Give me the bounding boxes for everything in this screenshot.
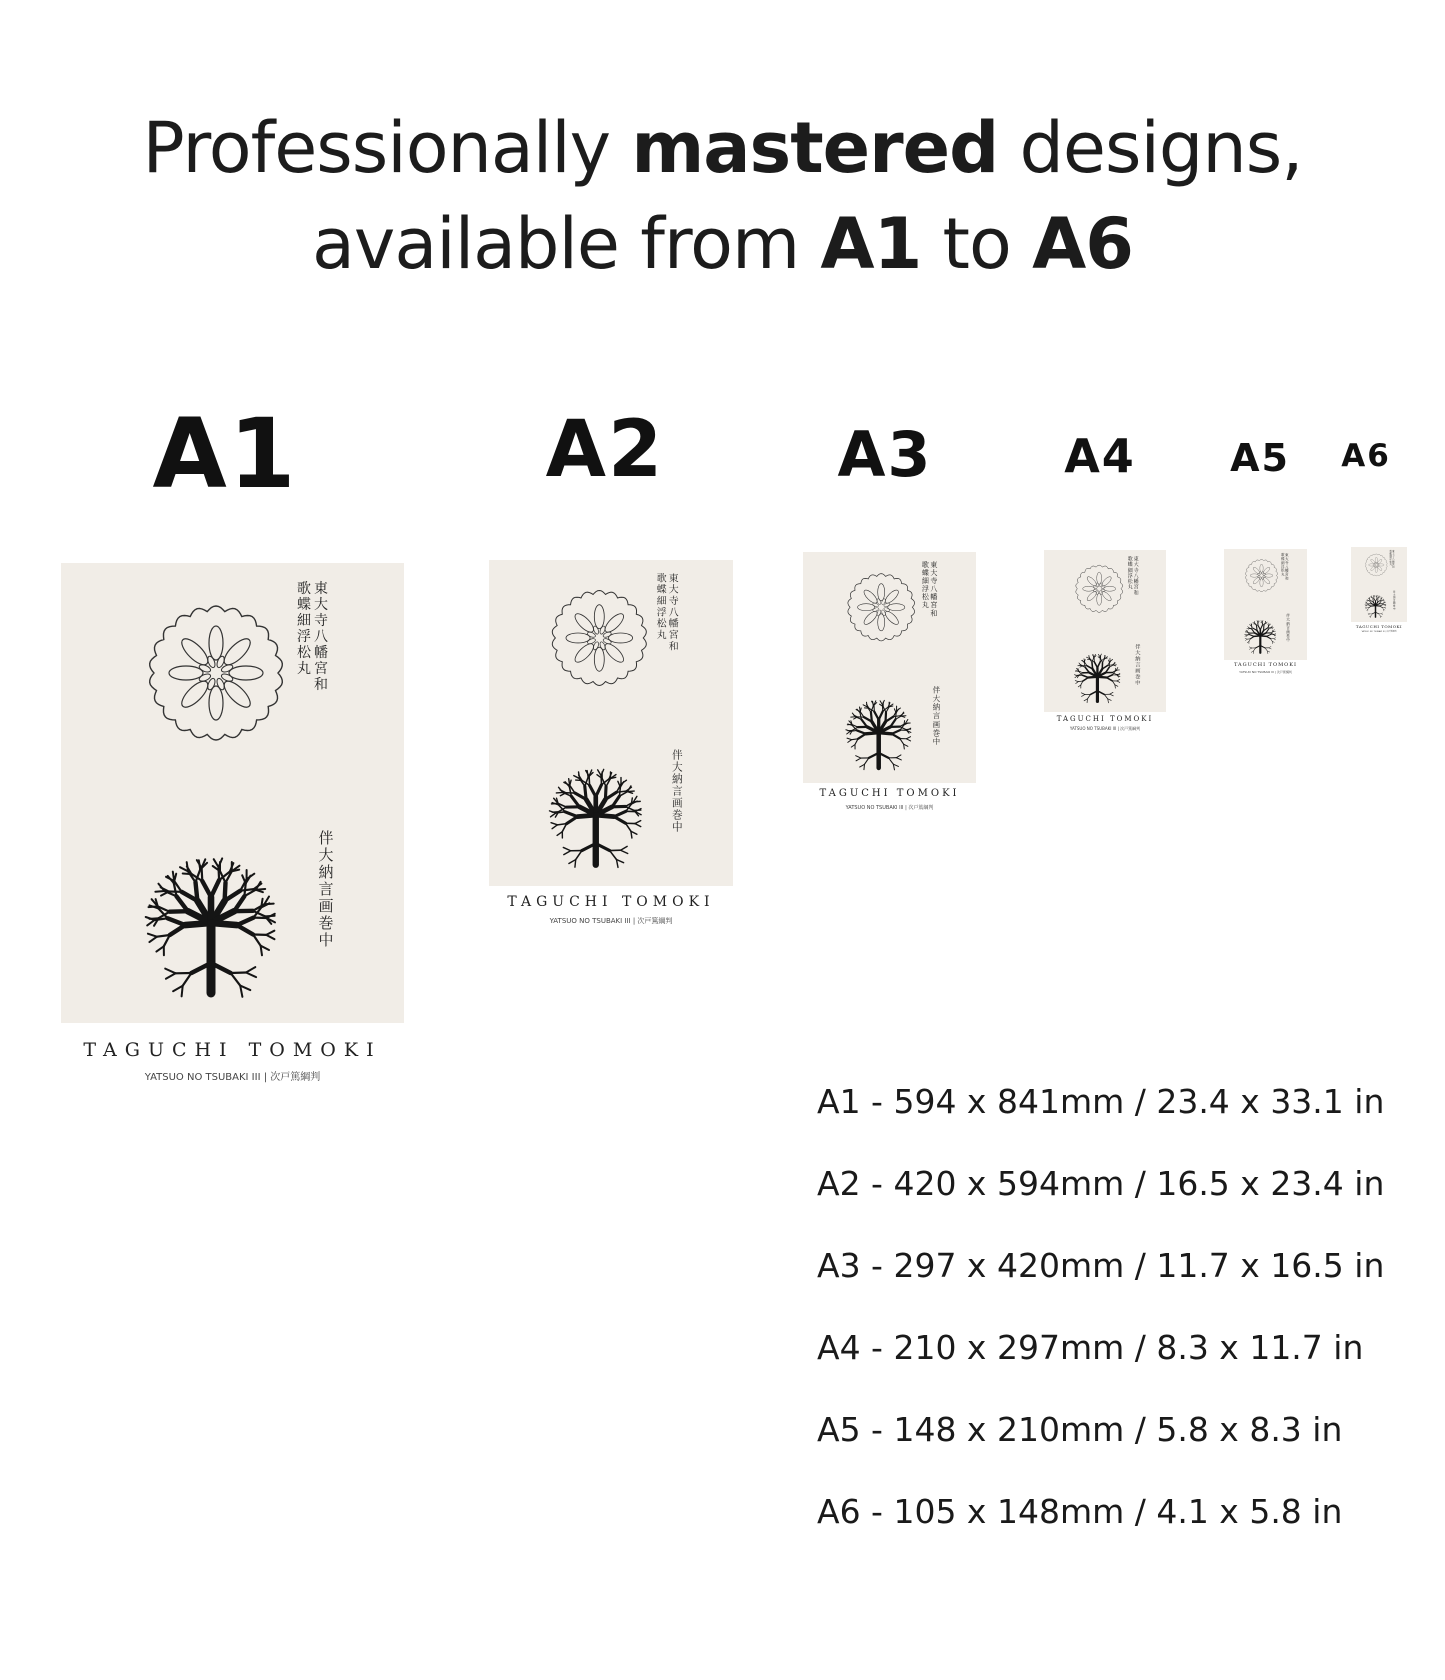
svg-text:画: 画: [318, 897, 334, 915]
svg-text:大: 大: [671, 760, 683, 774]
svg-text:中: 中: [318, 931, 334, 949]
svg-text:蝶: 蝶: [1127, 562, 1133, 569]
svg-text:画: 画: [1286, 629, 1290, 634]
spec-a4: A4 - 210 x 297mm / 8.3 x 11.7 in: [817, 1328, 1364, 1367]
calligraphy-bottom: [1393, 590, 1396, 611]
artwork-illustration: [803, 552, 976, 783]
artwork-illustration: [1351, 547, 1407, 622]
svg-text:大: 大: [1286, 617, 1290, 622]
artwork-subtitle: YATSUO NO TSUBAKI III | 次戸篤綱判: [549, 917, 673, 925]
svg-text:大: 大: [930, 568, 938, 578]
svg-text:中: 中: [932, 736, 941, 746]
svg-text:巻: 巻: [1393, 604, 1396, 608]
svg-text:宮: 宮: [930, 600, 938, 610]
size-label-a4: A4: [1064, 429, 1136, 483]
artist-name: TAGUCHI TOMOKI: [819, 788, 960, 799]
size-label-a2: A2: [545, 405, 665, 495]
svg-text:和: 和: [1392, 565, 1395, 569]
svg-text:細: 細: [1127, 567, 1133, 574]
tree-crest: [1365, 595, 1386, 618]
svg-text:丸: 丸: [297, 661, 311, 677]
svg-text:東: 東: [1133, 556, 1139, 563]
svg-text:細: 細: [921, 576, 929, 586]
flower-crest: [1366, 554, 1388, 576]
poster-a5: [1224, 549, 1307, 677]
svg-text:宮: 宮: [1285, 572, 1289, 577]
artwork-subtitle: YATSUO NO TSUBAKI III | 次戸篤綱判: [1069, 726, 1141, 731]
artwork-illustration: [1224, 549, 1307, 660]
headline-line-2: available from A1 to A6: [312, 203, 1133, 285]
svg-text:幡: 幡: [668, 618, 679, 630]
svg-text:画: 画: [1393, 601, 1396, 605]
svg-text:大: 大: [314, 597, 328, 613]
svg-text:中: 中: [671, 820, 683, 834]
artwork-illustration: [61, 563, 404, 1023]
headline-line-1: Professionally mastered designs,: [142, 107, 1303, 189]
spec-a6: A6 - 105 x 148mm / 4.1 x 5.8 in: [817, 1492, 1343, 1531]
svg-text:松: 松: [1281, 568, 1285, 573]
spec-a1: A1 - 594 x 841mm / 23.4 x 33.1 in: [817, 1082, 1385, 1121]
svg-text:蝶: 蝶: [1389, 552, 1392, 556]
svg-text:言: 言: [1286, 625, 1290, 630]
flower-crest: [1076, 565, 1123, 612]
svg-text:八: 八: [1392, 557, 1395, 561]
size-specs-list: [817, 1082, 1384, 1574]
svg-text:大: 大: [668, 584, 679, 596]
svg-text:言: 言: [1393, 598, 1396, 602]
svg-text:丸: 丸: [921, 600, 929, 610]
svg-text:画: 画: [671, 796, 683, 810]
poster-a6: [1351, 547, 1407, 635]
svg-text:丸: 丸: [1281, 572, 1285, 577]
poster-artwork: [1224, 549, 1307, 660]
svg-text:八: 八: [1133, 573, 1139, 580]
svg-text:大: 大: [932, 694, 941, 704]
svg-text:中: 中: [1393, 607, 1396, 611]
svg-text:宮: 宮: [1133, 584, 1139, 591]
calligraphy-top: [922, 560, 938, 617]
svg-text:浮: 浮: [1281, 564, 1285, 569]
svg-text:歌: 歌: [1281, 553, 1285, 558]
svg-text:八: 八: [930, 584, 938, 594]
poster-artwork: [1044, 550, 1166, 712]
svg-text:八: 八: [1285, 564, 1289, 569]
size-label-a5: A5: [1230, 436, 1290, 480]
calligraphy-bottom: [933, 685, 941, 746]
svg-text:言: 言: [318, 880, 334, 898]
svg-text:歌: 歌: [297, 581, 311, 597]
svg-text:和: 和: [930, 608, 938, 618]
svg-text:巻: 巻: [318, 914, 334, 932]
svg-text:和: 和: [314, 677, 328, 693]
svg-text:歌: 歌: [656, 573, 667, 585]
svg-text:大: 大: [1135, 650, 1141, 657]
calligraphy-top: [1390, 549, 1396, 569]
artist-name: TAGUCHI TOMOKI: [507, 894, 715, 910]
artwork-illustration: [1044, 550, 1166, 712]
artwork-subtitle: YATSUO NO TSUBAKI III | 次戸篤綱判: [144, 1072, 321, 1083]
svg-text:東: 東: [930, 560, 938, 570]
svg-text:中: 中: [1286, 638, 1290, 643]
svg-text:和: 和: [1285, 576, 1289, 581]
tree-crest: [1074, 654, 1120, 703]
svg-text:伴: 伴: [1393, 590, 1396, 594]
svg-text:言: 言: [1135, 662, 1141, 669]
calligraphy-bottom: [1135, 643, 1141, 687]
artist-name: TAGUCHI TOMOKI: [83, 1039, 382, 1061]
svg-text:画: 画: [932, 719, 941, 729]
size-label-a3: A3: [837, 418, 933, 491]
svg-text:宮: 宮: [314, 661, 328, 677]
spec-a3: A3 - 297 x 420mm / 11.7 x 16.5 in: [817, 1246, 1385, 1285]
tree-crest: [549, 769, 641, 867]
svg-text:浮: 浮: [1389, 557, 1392, 561]
svg-text:納: 納: [932, 702, 941, 712]
svg-text:松: 松: [297, 645, 311, 661]
svg-text:幡: 幡: [1392, 560, 1395, 564]
flower-crest: [848, 574, 915, 641]
svg-text:言: 言: [932, 711, 941, 721]
svg-text:伴: 伴: [932, 685, 941, 695]
svg-text:大: 大: [1285, 557, 1289, 562]
svg-text:歌: 歌: [1389, 549, 1392, 553]
artwork-subtitle: YATSUO NO TSUBAKI III | 次戸篤綱判: [1361, 631, 1397, 633]
svg-text:八: 八: [668, 607, 679, 619]
headline: [0, 100, 1445, 292]
svg-text:東: 東: [1392, 549, 1395, 553]
calligraphy-bottom: [318, 829, 333, 949]
svg-text:松: 松: [921, 592, 929, 602]
svg-text:納: 納: [1393, 596, 1396, 600]
poster-artwork: [803, 552, 976, 783]
calligraphy-top: [657, 571, 679, 652]
tree-crest: [846, 700, 911, 770]
artwork-subtitle: YATSUO NO TSUBAKI III | 次戸篤綱判: [1239, 670, 1292, 674]
calligraphy-top: [297, 580, 328, 693]
svg-text:幡: 幡: [1133, 579, 1139, 586]
svg-text:寺: 寺: [1285, 560, 1289, 565]
svg-text:寺: 寺: [930, 576, 938, 586]
spec-a2: A2 - 420 x 594mm / 16.5 x 23.4 in: [817, 1164, 1385, 1203]
svg-text:伴: 伴: [318, 829, 334, 847]
svg-text:納: 納: [318, 863, 334, 881]
tree-crest: [1245, 620, 1276, 653]
svg-text:細: 細: [656, 595, 667, 607]
svg-text:納: 納: [1286, 621, 1290, 626]
svg-text:浮: 浮: [921, 584, 929, 594]
calligraphy-bottom: [1286, 613, 1290, 643]
svg-text:伴: 伴: [1135, 644, 1141, 651]
svg-text:東: 東: [314, 581, 328, 597]
svg-text:納: 納: [1135, 656, 1141, 663]
svg-text:寺: 寺: [668, 595, 679, 607]
svg-text:大: 大: [1133, 562, 1139, 569]
svg-text:浮: 浮: [656, 607, 667, 619]
poster-a1: [61, 563, 404, 1083]
size-label-a6: A6: [1341, 438, 1391, 474]
poster-a3: [803, 552, 976, 817]
svg-text:蝶: 蝶: [656, 584, 667, 596]
artist-name: TAGUCHI TOMOKI: [1234, 662, 1297, 668]
svg-text:画: 画: [1135, 668, 1141, 675]
poster-artwork: [1351, 547, 1407, 622]
svg-text:歌: 歌: [1127, 556, 1133, 563]
svg-text:納: 納: [671, 772, 683, 786]
artist-name: TAGUCHI TOMOKI: [1056, 715, 1154, 723]
svg-text:大: 大: [1393, 593, 1396, 597]
svg-text:和: 和: [1133, 590, 1139, 597]
svg-text:幡: 幡: [314, 645, 328, 661]
svg-text:浮: 浮: [1127, 573, 1133, 580]
poster-artwork: [61, 563, 404, 1023]
svg-text:幡: 幡: [930, 592, 938, 602]
calligraphy-top: [1128, 556, 1139, 597]
svg-text:松: 松: [1389, 560, 1392, 564]
svg-text:丸: 丸: [656, 629, 667, 641]
svg-text:丸: 丸: [1127, 584, 1133, 591]
size-label-a1: A1: [152, 398, 298, 510]
calligraphy-top: [1281, 552, 1289, 580]
artist-name: TAGUCHI TOMOKI: [1355, 624, 1403, 629]
svg-text:宮: 宮: [1392, 562, 1395, 566]
svg-text:寺: 寺: [1392, 555, 1395, 559]
svg-text:丸: 丸: [1389, 562, 1392, 566]
svg-text:宮: 宮: [668, 629, 679, 641]
artwork-illustration: [489, 560, 733, 886]
flower-crest: [552, 590, 646, 685]
tree-crest: [146, 858, 275, 996]
svg-text:伴: 伴: [671, 748, 683, 762]
artwork-subtitle: YATSUO NO TSUBAKI III | 次戸篤綱判: [845, 805, 934, 811]
svg-text:巻: 巻: [1286, 634, 1290, 639]
svg-text:寺: 寺: [314, 613, 328, 629]
svg-text:和: 和: [668, 641, 679, 653]
svg-text:大: 大: [318, 846, 334, 864]
svg-text:浮: 浮: [297, 629, 311, 645]
svg-text:中: 中: [1135, 680, 1141, 687]
svg-text:巻: 巻: [671, 808, 683, 822]
svg-text:言: 言: [671, 784, 683, 798]
svg-text:細: 細: [297, 613, 311, 629]
svg-text:八: 八: [314, 629, 328, 645]
svg-text:細: 細: [1389, 555, 1392, 559]
poster-a4: [1044, 550, 1166, 735]
svg-text:巻: 巻: [1135, 674, 1141, 681]
svg-text:巻: 巻: [932, 728, 941, 738]
svg-text:松: 松: [656, 618, 667, 630]
calligraphy-bottom: [672, 748, 683, 833]
svg-text:蝶: 蝶: [297, 597, 311, 613]
poster-a2: [489, 560, 733, 930]
svg-text:幡: 幡: [1285, 568, 1289, 573]
flower-crest: [1246, 559, 1278, 591]
svg-text:松: 松: [1127, 579, 1133, 586]
svg-text:伴: 伴: [1286, 613, 1290, 618]
svg-text:東: 東: [668, 573, 679, 585]
svg-text:蝶: 蝶: [1281, 557, 1285, 562]
svg-text:寺: 寺: [1133, 567, 1139, 574]
svg-text:大: 大: [1392, 552, 1395, 556]
svg-text:東: 東: [1285, 553, 1289, 558]
svg-text:細: 細: [1281, 560, 1285, 565]
svg-text:蝶: 蝶: [921, 568, 929, 578]
spec-a5: A5 - 148 x 210mm / 5.8 x 8.3 in: [817, 1410, 1343, 1449]
poster-artwork: [489, 560, 733, 886]
svg-text:歌: 歌: [921, 560, 929, 570]
flower-crest: [150, 606, 283, 740]
